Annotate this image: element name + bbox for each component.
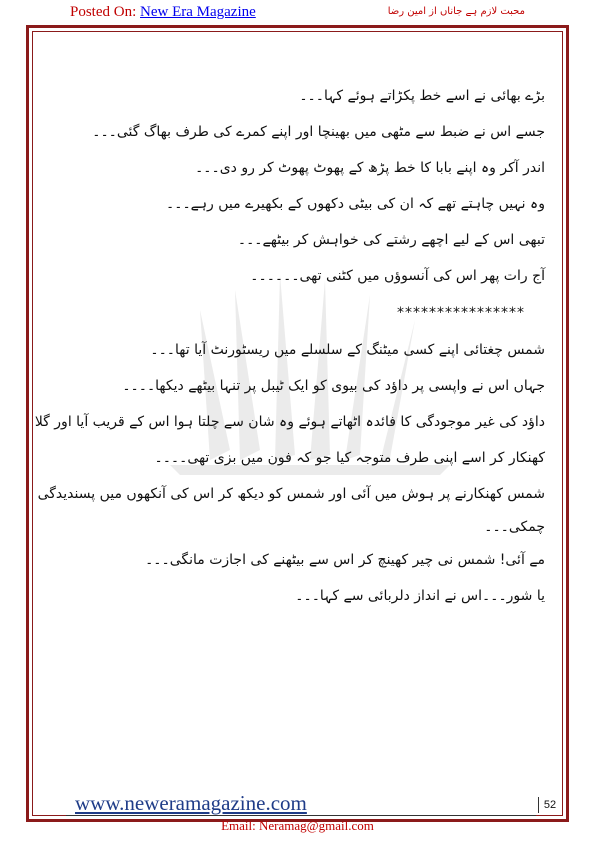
story-line: اندر آکر وہ اپنے بابا کا خط پڑھ کے پھوٹ پھوٹ کر رو دی۔۔۔	[195, 160, 545, 176]
magazine-link[interactable]: New Era Magazine	[140, 4, 256, 20]
story-line: آج رات پھر اس کی آنسوؤں میں کٹنی تھی۔۔۔۔۔۔	[250, 268, 545, 284]
footer-email: Email: Neramag@gmail.com	[221, 818, 374, 833]
story-line: داؤد کی غیر موجودگی کا فائدہ اٹھاتے ہوئے وہ شان سے چلتا ہوا اس کے قریب آیا اور گلا	[34, 414, 545, 430]
posted-on-header	[70, 4, 256, 21]
story-line: یا شور۔۔۔اس نے انداز دلربائی سے کہا۔۔۔	[295, 588, 545, 604]
page-number: 52	[538, 797, 561, 813]
website-link[interactable]: www.neweramagazine.com	[75, 791, 307, 815]
story-line: جہاں اس نے واپسی پر داؤد کی بیوی کو ایک ٹیبل پر تنہا بیٹھے دیکھا۔۔۔۔	[122, 378, 545, 394]
story-line: شمس کھنکارنے پر ہوش میں آئی اور شمس کو دیکھ کر اس کی آنکھوں میں پسندیدگی	[37, 486, 545, 502]
story-line: تبھی اس کے لیے اچھے رشتے کی خواہش کر بیٹھے۔۔۔	[237, 232, 545, 248]
story-line: شمس چغتائی اپنے کسی میٹنگ کے سلسلے میں ریسٹورنٹ آیا تھا۔۔۔	[150, 342, 545, 358]
posted-on-label: Posted On:	[70, 4, 137, 20]
story-line: وہ نہیں چاہتے تھے کہ ان کی بیٹی دکھوں کے بکھیرے میں رہے۔۔۔	[166, 196, 545, 212]
story-line: بڑے بھائی نے اسے خط پکڑاتے ہوئے کہا۔۔۔	[299, 88, 545, 104]
footer-divider	[66, 815, 536, 816]
story-line: کھنکار کر اسے اپنی طرف متوجہ کیا جو کہ فون میں بزی تھی۔۔۔۔	[154, 450, 545, 466]
story-line: مے آئی! شمس نی چیر کھینچ کر اس سے بیٹھنے کی اجازت مانگی۔۔۔	[145, 552, 545, 568]
story-body	[34, 78, 545, 614]
novel-title: محبت لازم ہے جاناں از امین رضا	[387, 6, 525, 17]
story-line: چمکی۔۔۔	[484, 519, 545, 535]
scene-separator: ****************	[397, 305, 525, 321]
story-line: جسے اس نے ضبط سے مٹھی میں بھینچا اور اپنے کمرے کی طرف بھاگ گئی۔۔۔	[92, 124, 545, 140]
